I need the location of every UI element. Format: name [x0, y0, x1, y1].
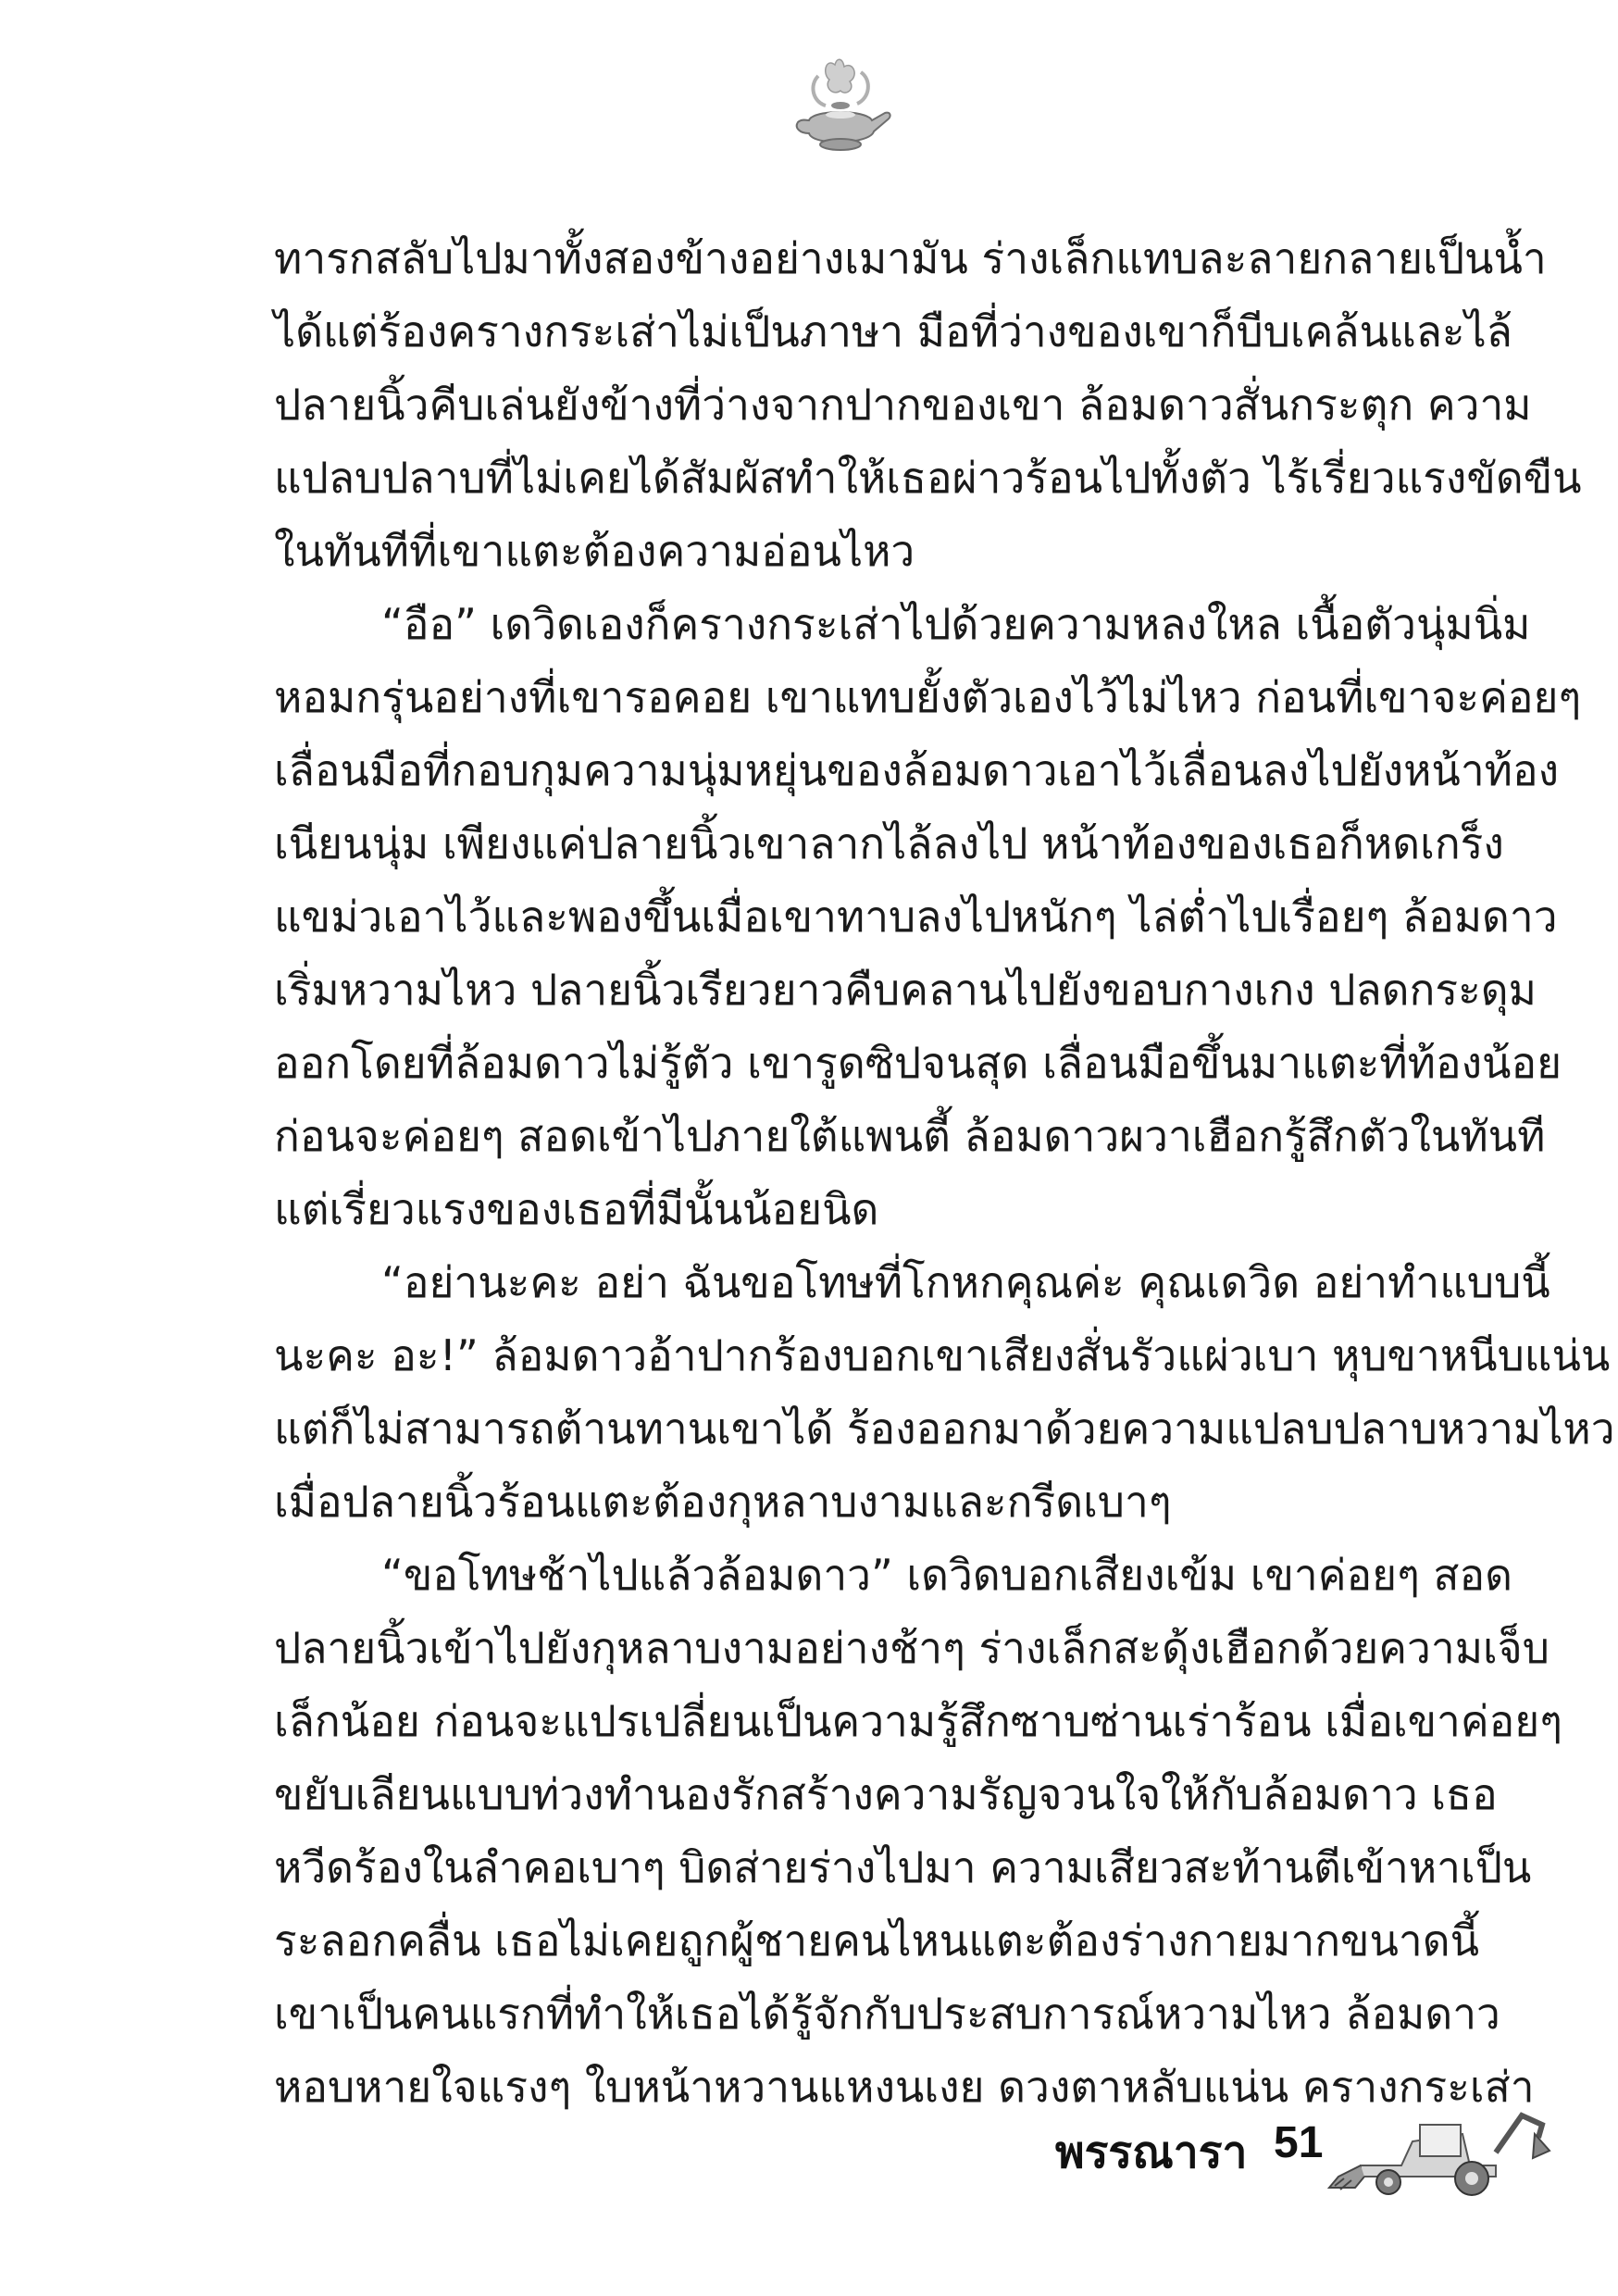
paragraph — [274, 1246, 1615, 1539]
text-line: “อย่านะคะ อย่า ฉันขอโทษที่โกหกคุณค่ะ คุณเดวิด อย่าทำแบบนี้ — [381, 1257, 1550, 1307]
page-number: 51 — [1274, 2118, 1324, 2167]
text-line: “อือ” เดวิดเองก็ครางกระเส่าไปด้วยความหลงใหล เนื้อตัวนุ่มนิ่ม — [381, 599, 1531, 649]
body-text — [274, 222, 1615, 2124]
text-line: แต่ก็ไม่สามารถต้านทานเขาได้ ร้องออกมาด้วยความแปลบปลาบหวามไหว — [274, 1404, 1615, 1454]
text-line: ออกโดยที่ล้อมดาวไม่รู้ตัว เขารูดซิปจนสุด เลื่อนมือขึ้นมาแตะที่ท้องน้อย — [274, 1038, 1562, 1088]
text-line: เนียนนุ่ม เพียงแค่ปลายนิ้วเขาลากไล้ลงไป หน้าท้องของเธอก็หดเกร็ง — [274, 818, 1504, 868]
text-line: หอมกรุ่นอย่างที่เขารอคอย เขาแทบยั้งตัวเองไว้ไม่ไหว ก่อนที่เขาจะค่อยๆ — [274, 672, 1582, 722]
book-title: พรรณารา — [1055, 2127, 1248, 2178]
text-line: ปลายนิ้วคีบเล่นยังข้างที่ว่างจากปากของเขา ล้อมดาวสั่นกระตุก ความ — [274, 380, 1532, 430]
paragraph — [274, 1539, 1562, 2124]
text-line: หวีดร้องในลำคอเบาๆ บิดส่ายร่างไปมา ความเสียวสะท้านตีเข้าหาเป็น — [274, 1842, 1532, 1892]
genie-lamp-icon — [781, 48, 902, 168]
text-line: ทารกสลับไปมาทั้งสองข้างอย่างเมามัน ร่างเล็กแทบละลายกลายเป็นน้ำ — [274, 233, 1547, 283]
text-line: หอบหายใจแรงๆ ใบหน้าหวานแหงนเงย ดวงตาหลับแน่น ครางกระเส่า — [274, 2062, 1535, 2112]
text-line: เริ่มหวามไหว ปลายนิ้วเรียวยาวคืบคลานไปยังขอบกางเกง ปลดกระดุม — [274, 965, 1537, 1015]
text-line: เล็กน้อย ก่อนจะแปรเปลี่ยนเป็นความรู้สึกซาบซ่านเร่าร้อน เมื่อเขาค่อยๆ — [274, 1696, 1562, 1746]
text-line: ได้แต่ร้องครางกระเส่าไม่เป็นภาษา มือที่ว่างของเขาก็บีบเคล้นและไล้ — [274, 306, 1512, 356]
text-line: แต่เรี่ยวแรงของเธอที่มีนั้นน้อยนิด — [274, 1184, 879, 1234]
text-line: เขาเป็นคนแรกที่ทำให้เธอได้รู้จักกับประสบการณ์หวามไหว ล้อมดาว — [274, 1989, 1500, 2039]
page-footer — [1000, 2097, 1574, 2199]
text-line: แขม่วเอาไว้และพองขึ้นเมื่อเขาทาบลงไปหนักๆ ไล่ต่ำไปเรื่อยๆ ล้อมดาว — [274, 892, 1558, 942]
text-line: ระลอกคลื่น เธอไม่เคยถูกผู้ชายคนไหนแตะต้องร่างกายมากขนาดนี้ — [274, 1915, 1480, 1965]
text-line: ขยับเลียนแบบท่วงทำนองรักสร้างความรัญจวนใจให้กับล้อมดาว เธอ — [274, 1769, 1498, 1819]
text-line: เลื่อนมือที่กอบกุมความนุ่มหยุ่นของล้อมดาวเอาไว้เลื่อนลงไปยังหน้าท้อง — [274, 745, 1560, 795]
backhoe-tractor-icon — [1324, 2097, 1555, 2199]
text-line: เมื่อปลายนิ้วร้อนแตะต้องกุหลาบงามและกรีดเบาๆ — [274, 1477, 1172, 1527]
paragraph — [274, 588, 1582, 1246]
text-line: ปลายนิ้วเข้าไปยังกุหลาบงามอย่างช้าๆ ร่างเล็กสะดุ้งเฮือกด้วยความเจ็บ — [274, 1623, 1550, 1673]
paragraph — [274, 222, 1582, 588]
text-line: ในทันทีที่เขาแตะต้องความอ่อนไหว — [274, 526, 915, 576]
text-line: แปลบปลาบที่ไม่เคยได้สัมผัสทำให้เธอผ่าวร้อนไปทั้งตัว ไร้เรี่ยวแรงขัดขืน — [274, 453, 1582, 503]
text-line: ก่อนจะค่อยๆ สอดเข้าไปภายใต้แพนตี้ ล้อมดาวผวาเฮือกรู้สึกตัวในทันที — [274, 1111, 1546, 1161]
text-line: นะคะ อะ!” ล้อมดาวอ้าปากร้องบอกเขาเสียงสั่นรัวแผ่วเบา หุบขาหนีบแน่น — [274, 1330, 1611, 1380]
text-line: “ขอโทษช้าไปแล้วล้อมดาว” เดวิดบอกเสียงเข้ม เขาค่อยๆ สอด — [381, 1550, 1512, 1600]
